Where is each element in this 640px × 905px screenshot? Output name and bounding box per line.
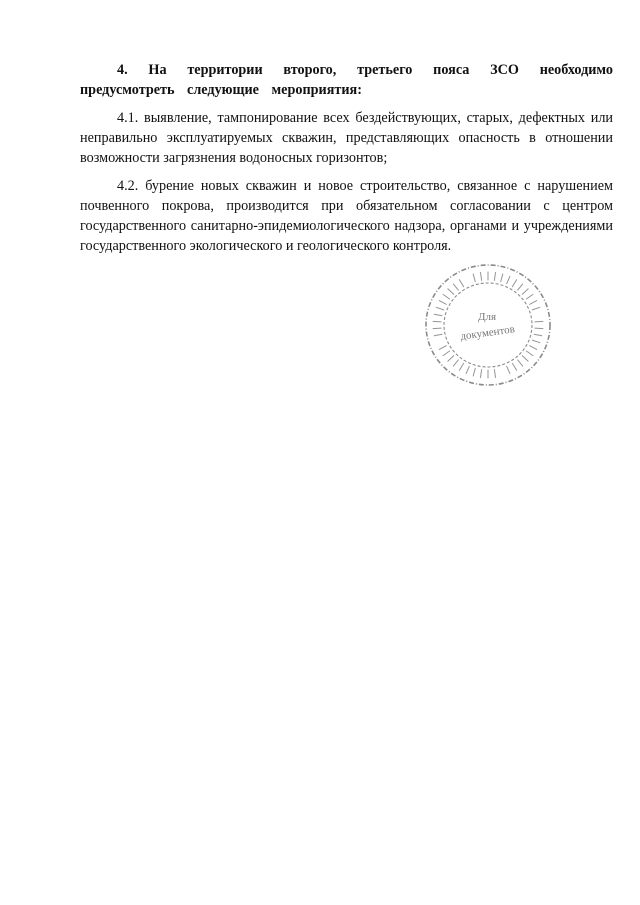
stamp-letter-mark: [522, 289, 528, 295]
stamp-letter-mark: [494, 370, 495, 378]
stamp-letter-mark: [434, 334, 442, 336]
stamp-letter-mark: [439, 346, 446, 350]
stamp-letter-mark: [532, 340, 540, 343]
stamp-letter-mark: [436, 307, 444, 310]
stamp-letter-mark: [530, 301, 537, 305]
stamp-letter-mark: [535, 328, 543, 329]
stamp-letter-mark: [466, 366, 469, 373]
stamp-letter-mark: [507, 366, 510, 373]
stamp-letter-mark: [459, 363, 463, 370]
stamp-letter-mark: [507, 276, 510, 283]
stamp-ring-lettering: [433, 272, 543, 378]
stamp-letter-mark: [532, 307, 540, 310]
stamp-letter-mark: [535, 321, 543, 322]
stamp-letter-mark: [512, 280, 516, 287]
stamp-letter-mark: [522, 356, 528, 362]
stamp-letter-mark: [481, 370, 482, 378]
stamp-letter-mark: [453, 284, 458, 290]
stamp-letter-mark: [534, 334, 542, 336]
stamp-inner-ring: [444, 283, 532, 367]
stamp-letter-mark: [526, 294, 533, 299]
stamp-letter-mark: [459, 280, 463, 287]
stamp-letter-mark: [434, 314, 442, 316]
stamp-letter-mark: [448, 356, 454, 362]
stamp-letter-mark: [439, 301, 446, 305]
stamp-letter-mark: [526, 351, 533, 356]
stamp-letter-mark: [518, 360, 523, 366]
stamp-letter-mark: [453, 360, 458, 366]
stamp-letter-mark: [473, 368, 475, 376]
stamp-letter-mark: [473, 274, 475, 282]
list-item: 4.1. выявление, тампонирование всех бездействующих, старых, дефектных или неправильно эксплуатируемых скважин, представляющих опасность в отношении возможности загрязнения водоносных горизонтов;: [80, 110, 613, 166]
stamp-letter-mark: [512, 363, 516, 370]
official-stamp: [423, 262, 553, 388]
stamp-letter-mark: [501, 274, 503, 282]
section-heading: 4. На территории второго, третьего пояса ЗСО необходимо предусмотреть следующие мероприятия:: [80, 62, 613, 98]
stamp-letter-mark: [443, 294, 450, 299]
stamp-letter-mark: [518, 284, 523, 290]
stamp-letter-mark: [433, 321, 441, 322]
stamp-letter-mark: [433, 328, 441, 329]
stamp-letter-mark: [530, 346, 537, 350]
stamp-center-line-2: документов: [459, 323, 516, 343]
stamp-letter-mark: [494, 273, 495, 281]
stamp-letter-mark: [448, 289, 454, 295]
stamp-center-line-1: Для: [477, 311, 497, 323]
stamp-letter-mark: [443, 351, 450, 356]
stamp-letter-mark: [481, 273, 482, 281]
list-item: 4.2. бурение новых скважин и новое строительство, связанное с нарушением почвенного покрова, производится при обязательном согласовании с центром государственного санитарно-эпидемиологического надзора, органами и учреждениями государственного экологического и геологического контроля.: [80, 178, 613, 254]
document-body: [80, 60, 613, 256]
